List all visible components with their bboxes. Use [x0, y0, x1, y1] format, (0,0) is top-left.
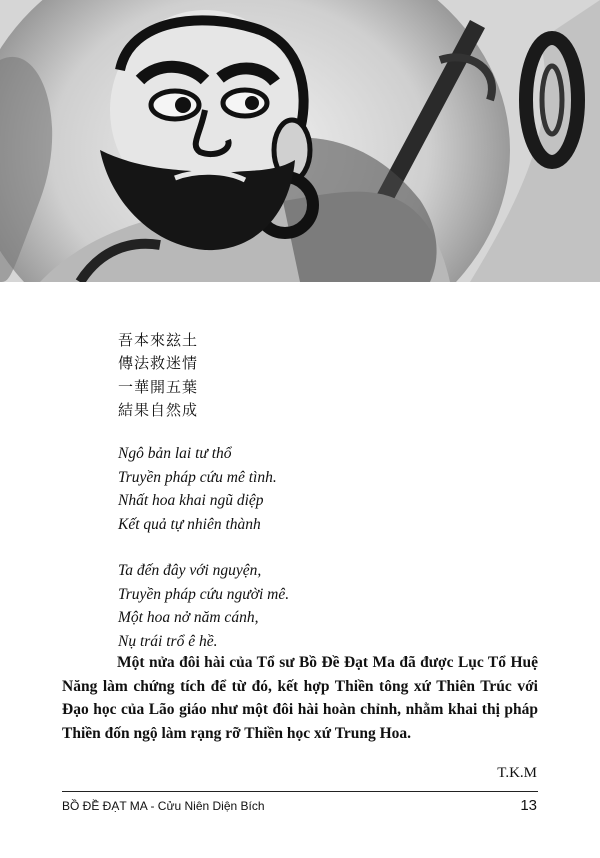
verse-line: Truyền pháp cứu người mê. — [118, 585, 290, 603]
translated-verse — [118, 559, 289, 653]
footer-divider — [62, 791, 538, 792]
author-signature: T.K.M — [497, 765, 537, 781]
page-number: 13 — [520, 797, 537, 814]
verse-line: Một hoa nở năm cánh, — [118, 609, 259, 626]
verse-line: Ta đến đây với nguyện, — [118, 562, 262, 579]
verse-line: Kết quả tự nhiên thành — [118, 515, 261, 533]
verse-line: 吾本來玆土 — [118, 331, 199, 349]
verse-line: Nhất hoa khai ngũ diệp — [118, 492, 264, 509]
bodhidharma-ink-illustration — [0, 0, 600, 282]
transliterated-verse — [118, 442, 277, 536]
verse-line: 結果自然成 — [118, 400, 199, 419]
chinese-verse — [118, 329, 198, 422]
verse-line: Truyền pháp cứu mê tình. — [118, 468, 277, 486]
verse-line: Ngô bản lai tư thổ — [118, 445, 232, 462]
verse-line: Nụ trái trổ ê hề. — [118, 632, 218, 650]
verse-line: 傳法救迷情 — [118, 354, 199, 373]
running-footer-title: BỒ ĐỀ ĐẠT MA - Cửu Niên Diện Bích — [62, 799, 265, 813]
verse-line: 一華開五葉 — [118, 377, 199, 396]
commentary-paragraph: Một nửa đôi hài của Tổ sư Bồ Đề Đạt Ma đã được Lục Tổ Huệ Năng làm chứng tích để từ đó, kết hợp Thiền tông xứ Thiên Trúc với Đạo học của Lão giáo như một đôi hài hoàn chỉnh, nhằm khai thị pháp Thiền đốn ngộ làm rạng rỡ Thiền học xứ Trung Hoa. — [62, 654, 538, 742]
